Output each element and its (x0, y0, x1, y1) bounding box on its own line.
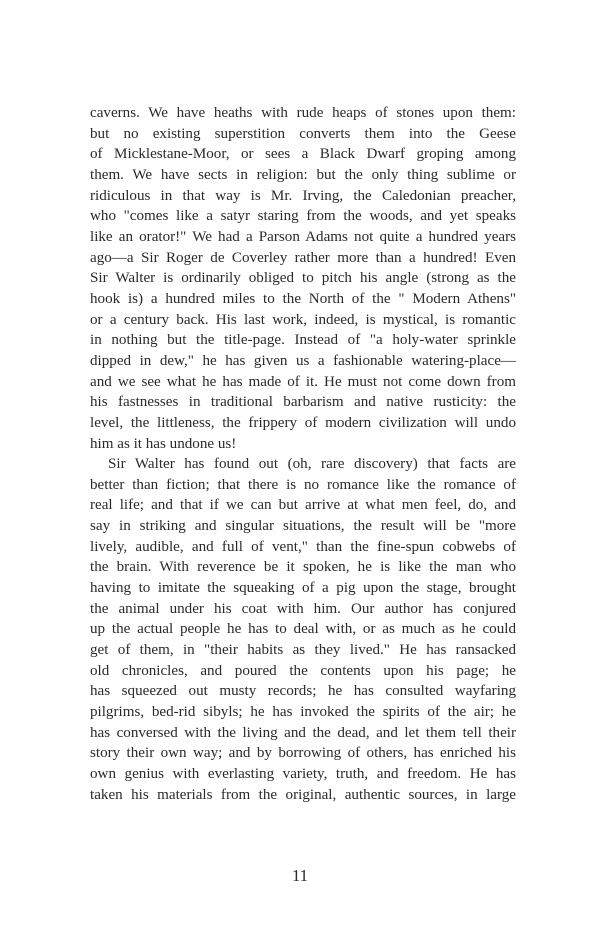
text-line: old chronicles, and poured the contents upon his page; he (90, 662, 516, 679)
text-line: get of them, in "their habits as they lived." He has ransacked (90, 642, 516, 659)
text-line: story their own way; and by borrowing of others, has enriched his (90, 745, 516, 762)
text-line: pilgrims, bed-rid sibyls; he has invoked the spirits of the air; he (90, 704, 516, 721)
paragraph (90, 454, 516, 805)
text-line: and we see what he has made of it. He must not come down from (90, 373, 516, 390)
text-line: Sir Walter has found out (oh, rare discovery) that facts are (108, 456, 516, 473)
text-line: in nothing but the title-page. Instead of "a holy-water sprinkle (90, 332, 516, 349)
text-line: Sir Walter is ordinarily obliged to pitch his angle (strong as the (90, 270, 516, 287)
text-line: having to imitate the squeaking of a pig upon the stage, brought (90, 580, 516, 597)
text-line: better than fiction; that there is no romance like the romance of (90, 476, 516, 493)
text-line: who "comes like a satyr staring from the woods, and yet speaks (90, 208, 516, 225)
text-line: the animal under his coat with him. Our author has conjured (90, 600, 516, 617)
text-line: of Micklestane-Moor, or sees a Black Dwarf groping among (90, 146, 516, 163)
text-line: hook is) a hundred miles to the North of the " Modern Athens" (90, 290, 516, 307)
text-line: level, the littleness, the frippery of modern civilization will undo (90, 414, 516, 431)
text-line: up the actual people he has to deal with, or as much as he could (90, 621, 516, 638)
text-line: but no existing superstition converts them into the Geese (90, 125, 516, 142)
paragraph (90, 103, 516, 454)
text-line: them. We have sects in religion: but the only thing sublime or (90, 166, 516, 183)
page-number: 11 (291, 866, 309, 885)
text-line: has squeezed out musty records; he has consulted wayfaring (90, 683, 516, 700)
text-line: the brain. With reverence be it spoken, he is like the man who (90, 559, 516, 576)
body-text (90, 103, 516, 805)
text-line: caverns. We have heaths with rude heaps of stones upon them: (90, 105, 516, 121)
text-line: taken his materials from the original, authentic sources, in large (90, 786, 516, 803)
text-line: say in striking and singular situations, the result will be "more (90, 518, 516, 535)
text-line: or a century back. His last work, indeed, is mystical, is romantic (90, 311, 516, 328)
text-line: has conversed with the living and the dead, and let them tell their (90, 724, 516, 741)
text-line: ago—a Sir Roger de Coverley rather more than a hundred! Even (90, 249, 516, 266)
text-line: like an orator!" We had a Parson Adams not quite a hundred years (90, 228, 516, 245)
text-line: ridiculous in that way is Mr. Irving, the Caledonian preacher, (90, 187, 516, 204)
text-line: dipped in dew," he has given us a fashionable watering-place— (90, 352, 516, 369)
text-line: his fastnesses in traditional barbarism and native rusticity: the (90, 394, 516, 411)
text-line: real life; and that if we can but arrive at what men feel, do, and (90, 497, 516, 514)
text-line: lively, audible, and full of vent," than the fine-spun cobwebs of (90, 538, 516, 555)
text-line: him as it has undone us! (90, 435, 237, 452)
text-line: own genius with everlasting variety, truth, and freedom. He has (90, 766, 516, 782)
